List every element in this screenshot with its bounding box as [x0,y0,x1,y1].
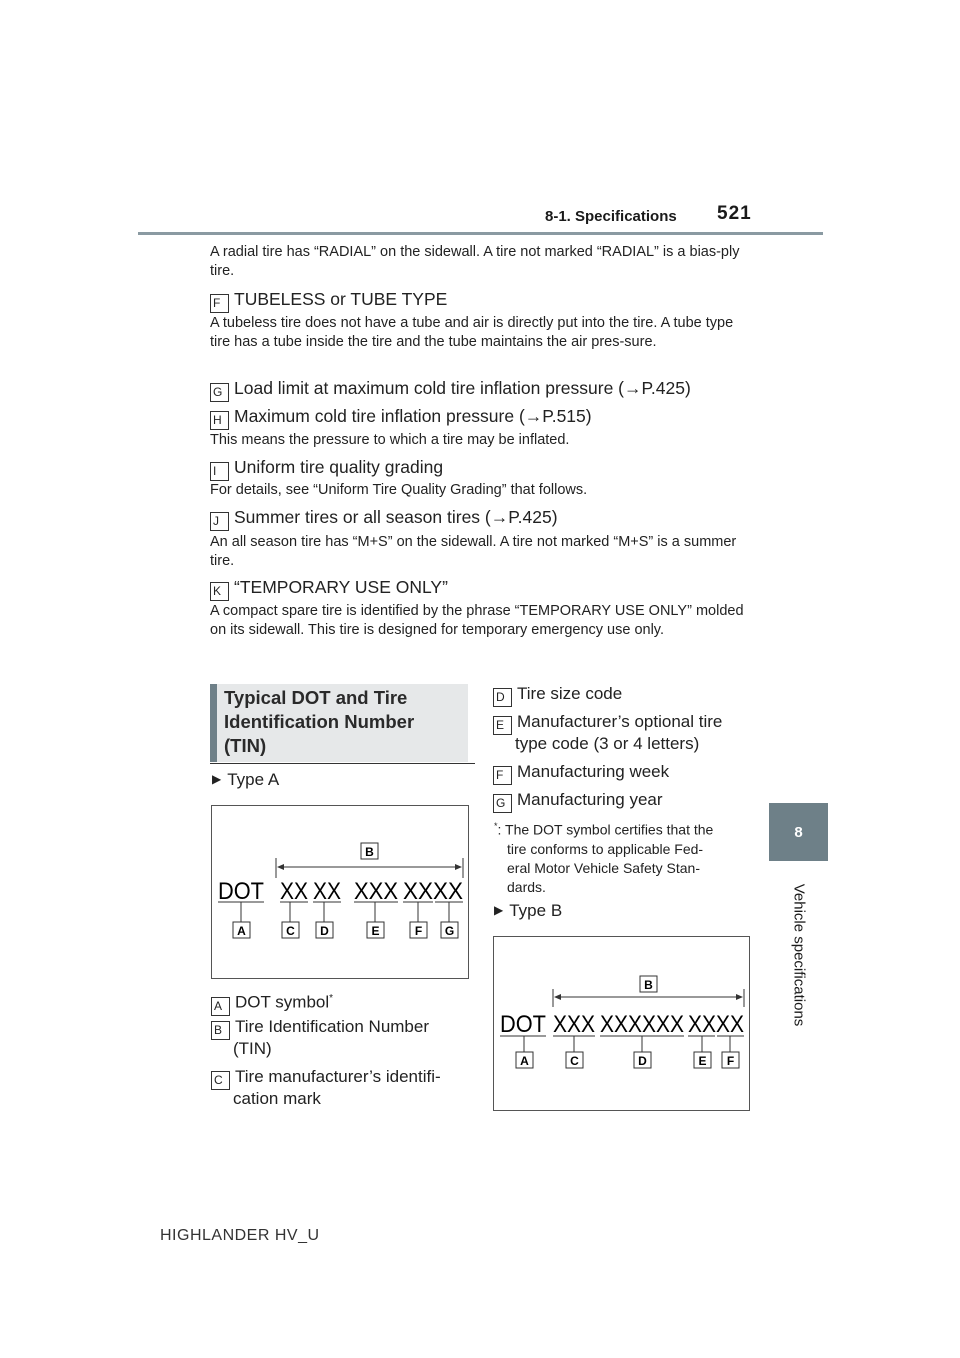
chapter-tab[interactable]: 8 [769,803,828,861]
marker-e: E [371,924,380,938]
marker-g: G [444,924,455,938]
legend-d [493,683,622,707]
header-rule [138,232,823,235]
item-title: Summer tires or all season tires (→P.425) [234,507,558,527]
legend-text: Tire size code [517,684,623,703]
code-xx: XX [280,878,308,905]
legend-text: Tire Identification Number [235,1017,430,1036]
type-b-svg [494,937,749,1110]
letter-box: F [210,294,229,313]
legend-text: DOT symbol [235,992,330,1012]
footer-model: HIGHLANDER HV_U [160,1227,320,1244]
letter-box: K [210,582,229,601]
type-a-svg [212,806,468,978]
letter-box: D [493,688,512,707]
item-i [210,456,770,481]
legend-text: Manufacturing year [517,790,663,809]
marker-a: A [520,1054,529,1068]
span-label-b: B [644,978,653,992]
footnote-text: eral Motor Vehicle Safety Stan- [507,859,700,876]
legend-c [211,1066,441,1090]
item-title: Maximum cold tire inflation pressure (→P.515) [234,406,592,426]
letter-box: H [210,411,229,430]
marker-d: D [638,1054,647,1068]
dot-heading-line: Identification Number [224,711,415,732]
footnote-text: : The DOT symbol certifies that the [497,821,714,838]
dot-heading [210,684,468,762]
item-title: Uniform tire quality grading [234,457,444,477]
type-b-text: Type B [509,901,563,920]
code-dot: DOT [218,878,265,905]
letter-box: E [493,716,512,735]
item-title: TUBELESS or TUBE TYPE [234,289,448,309]
legend-e-line2: type code (3 or 4 letters) [515,734,700,753]
code-xx: XX [313,878,341,905]
letter-box: G [210,383,229,402]
letter-box: B [211,1021,230,1040]
page-number: 521 [717,203,752,224]
section-title: 8-1. Specifications [545,208,677,225]
letter-box: G [493,794,512,813]
item-title: “TEMPORARY USE ONLY” [234,577,448,597]
legend-text: Manufacturer’s optional tire [517,712,723,731]
marker-c: C [286,924,295,938]
letter-box: F [493,766,512,785]
item-i-desc: For details, see “Uniform Tire Quality Grading” that follows. [210,482,588,498]
legend-text: Manufacturing week [517,762,670,781]
code-xxxx: XXXX [688,1011,744,1038]
type-b-label [494,901,562,921]
triangle-arrow-icon: ▶ [494,903,504,917]
triangle-arrow-icon: ▶ [212,772,222,786]
code-dot: DOT [500,1011,547,1038]
footnote-marker: * [329,993,334,1004]
item-h [210,405,770,430]
item-g [210,377,770,402]
legend-e [493,711,722,735]
marker-a: A [237,924,246,938]
marker-f: F [414,924,423,938]
legend-b [211,1016,429,1040]
legend-a [211,988,333,1016]
letter-box: A [211,997,230,1016]
item-f [210,288,770,313]
legend-f [493,761,669,785]
item-f-desc: A tubeless tire does not have a tube and air is directly put into the tire. A tube type tire has a tube inside the tire and the tube maintains the air pres-sure. [210,315,734,350]
marker-e: E [698,1054,707,1068]
item-h-desc: This means the pressure to which a tire may be inflated. [210,432,570,448]
legend-g [493,789,663,813]
footnote [494,817,754,897]
letter-box: C [211,1071,230,1090]
item-j [210,506,770,531]
heading-underline [210,763,475,764]
dot-heading-line: (TIN) [224,735,267,756]
dot-heading-line: Typical DOT and Tire [224,687,408,708]
type-a-text: Type A [227,770,280,789]
legend-text: Tire manufacturer’s identifi- [235,1067,441,1086]
footnote-text: dards. [507,878,546,895]
legend-b-line2: (TIN) [233,1039,272,1058]
type-b-diagram [493,936,750,1111]
legend-c-line2: cation mark [233,1089,321,1108]
code-xxx: XXX [354,878,398,905]
intro-paragraph: A radial tire has “RADIAL” on the sidewall. A tire not marked “RADIAL” is a bias-ply tire. [210,244,740,279]
item-j-desc: An all season tire has “M+S” on the sidewall. A tire not marked “M+S” is a summer tire. [210,534,737,569]
code-xxxxxx: XXXXXX [600,1011,684,1038]
item-k [210,576,770,601]
footnote-star: * [494,821,498,831]
marker-c: C [570,1054,579,1068]
code-xxx: XXX [553,1011,595,1038]
type-a-diagram [211,805,469,979]
letter-box: I [210,462,229,481]
item-k-desc: A compact spare tire is identified by the phrase “TEMPORARY USE ONLY” molded on its sidewall. This tire is designed for temporary emergency use only. [210,603,744,638]
chapter-label-text: Vehicle specifications [790,883,808,1027]
type-a-label [212,770,279,790]
marker-f: F [726,1054,735,1068]
item-title: Load limit at maximum cold tire inflation pressure (→P.425) [234,378,691,398]
footnote-text: tire conforms to applicable Fed- [507,840,704,857]
marker-d: D [320,924,329,938]
chapter-label [785,870,813,1040]
span-label-b: B [365,845,374,859]
code-xxxx: XXXX [403,878,463,905]
letter-box: J [210,512,229,531]
